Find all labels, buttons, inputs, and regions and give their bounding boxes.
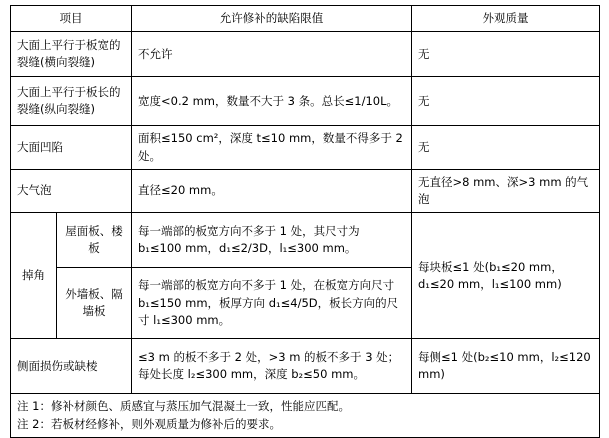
table-row [11, 126, 600, 170]
row-limit-value: 面积≤150 cm²，深度 t≤10 mm，数量不得多于 2 处。 [132, 126, 412, 170]
table-row-corner-roof [11, 213, 600, 268]
table-notes-row [11, 394, 600, 438]
row-quality-value: 无 [412, 32, 600, 77]
row-item-label: 大面凹陷 [11, 126, 132, 170]
row-limit-value: 直径≤20 mm。 [132, 169, 412, 213]
row-limit-value: 宽度<0.2 mm，数量不大于 3 条。总长≤1/10L。 [132, 77, 412, 126]
header-item: 项目 [11, 6, 132, 32]
table-header-row [11, 6, 600, 32]
document-page [0, 5, 609, 431]
row-quality-value: 无 [412, 77, 600, 126]
row-item-label: 大面上平行于板宽的裂缝(横向裂缝) [11, 32, 132, 77]
row-quality-value-corner: 每块板≤1 处(b₁≤20 mm，d₁≤20 mm，l₁≤100 mm) [412, 213, 600, 339]
sub-label-exterior-partition: 外墙板、隔墙板 [57, 268, 132, 339]
table-row [11, 77, 600, 126]
row-limit-value: 每一端部的板宽方向不多于 1 处，其尺寸为 b₁≤100 mm，d₁≤2/3D，l₁≤300 mm。 [132, 213, 412, 268]
note-line-1: 注 1：修补材颜色、质感宜与蒸压加气混凝土一致，性能应匹配。 [17, 399, 350, 414]
row-limit-value: 每一端部的板宽方向不多于 1 处，在板宽方向尺寸 b₁≤150 mm，板厚方向 d₁≤4/5D，板长方向的尺寸 l₁≤300 mm。 [132, 268, 412, 339]
row-item-label: 大气泡 [11, 169, 132, 213]
row-quality-value: 无 [412, 126, 600, 170]
row-quality-value: 每侧≤1 处(b₂≤10 mm，l₂≤120 mm) [412, 339, 600, 394]
table-row [11, 339, 600, 394]
row-item-label: 大面上平行于板长的裂缝(纵向裂缝) [11, 77, 132, 126]
row-limit-value: 不允许 [132, 32, 412, 77]
defect-repair-limits-table [10, 5, 600, 438]
table-notes [11, 394, 600, 438]
row-item-label-corner: 掉角 [11, 213, 57, 339]
row-quality-value: 无直径>8 mm、深>3 mm 的气泡 [412, 169, 600, 213]
header-limit: 允许修补的缺陷限值 [132, 6, 412, 32]
table-row [11, 169, 600, 213]
sub-label-roof-floor: 屋面板、楼板 [57, 213, 132, 268]
row-item-label: 侧面损伤或缺棱 [11, 339, 132, 394]
row-limit-value: ≤3 m 的板不多于 2 处，>3 m 的板不多于 3 处；每处长度 l₂≤300 mm，深度 b₂≤50 mm。 [132, 339, 412, 394]
table-row [11, 32, 600, 77]
header-quality: 外观质量 [412, 6, 600, 32]
note-line-2: 注 2：若板材经修补，则外观质量为修补后的要求。 [17, 416, 281, 431]
